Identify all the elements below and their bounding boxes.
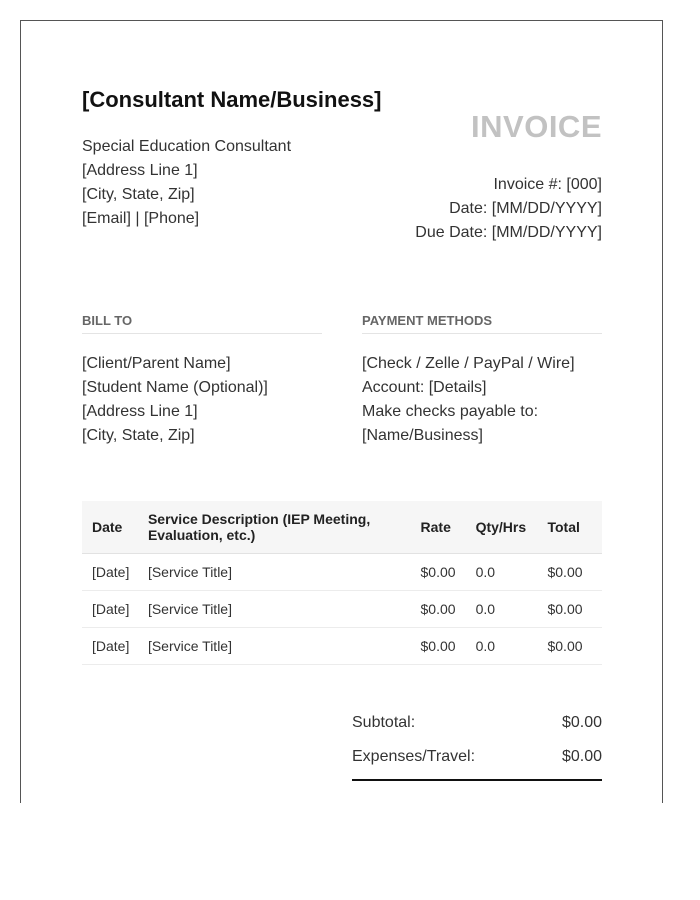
- expenses-label: Expenses/Travel:: [352, 748, 476, 765]
- bill-to-lines: [82, 352, 322, 448]
- row-rate: $0.00: [411, 628, 466, 665]
- business-subtitle: Special Education Consultant: [82, 138, 292, 155]
- invoice-number: Invoice #: [000]: [493, 176, 602, 193]
- row-description: [Service Title]: [140, 591, 411, 628]
- row-qty: 0.0: [466, 591, 538, 628]
- row-description: [Service Title]: [140, 628, 411, 665]
- totals-divider: [352, 779, 602, 781]
- invoice-date: Date: [MM/DD/YYYY]: [449, 200, 602, 217]
- payment-options: [Check / Zelle / PayPal / Wire]: [362, 355, 575, 372]
- table-row: [82, 554, 602, 591]
- bill-to-section: [82, 313, 322, 448]
- row-date: [Date]: [82, 591, 140, 628]
- row-rate: $0.00: [411, 554, 466, 591]
- invoice-title: INVOICE: [471, 109, 602, 144]
- bill-to-student: [Student Name (Optional)]: [82, 379, 268, 396]
- expenses-row: [352, 745, 602, 779]
- invoice-page: [20, 20, 663, 803]
- services-table: [82, 501, 602, 665]
- header-total: Total: [537, 501, 602, 554]
- row-qty: 0.0: [466, 554, 538, 591]
- payment-methods-heading: PAYMENT METHODS: [362, 313, 602, 334]
- bill-to-client: [Client/Parent Name]: [82, 355, 231, 372]
- header-date: Date: [82, 501, 140, 554]
- row-total: $0.00: [537, 554, 602, 591]
- payment-account: Account: [Details]: [362, 379, 487, 396]
- business-details: [82, 135, 291, 231]
- business-name: [Consultant Name/Business]: [82, 87, 382, 112]
- row-date: [Date]: [82, 554, 140, 591]
- table-body: [82, 554, 602, 665]
- invoice-meta: [415, 173, 602, 245]
- payment-payable-name: [Name/Business]: [362, 427, 483, 444]
- header-qty: Qty/Hrs: [466, 501, 538, 554]
- payment-methods-lines: [362, 352, 602, 448]
- expenses-value: $0.00: [561, 748, 602, 765]
- row-total: $0.00: [537, 628, 602, 665]
- header-rate: Rate: [411, 501, 466, 554]
- business-contact: [Email] | [Phone]: [82, 210, 200, 227]
- payment-payable-label: Make checks payable to:: [362, 403, 539, 420]
- subtotal-value: $0.00: [561, 714, 602, 731]
- subtotal-row: [352, 711, 602, 745]
- row-date: [Date]: [82, 628, 140, 665]
- bill-to-city: [City, State, Zip]: [82, 427, 195, 444]
- bill-to-address: [Address Line 1]: [82, 403, 198, 420]
- subtotal-label: Subtotal:: [352, 714, 416, 731]
- invoice-due-date: Due Date: [MM/DD/YYYY]: [415, 224, 602, 241]
- table-row: [82, 591, 602, 628]
- row-total: $0.00: [537, 591, 602, 628]
- payment-methods-section: [362, 313, 602, 448]
- business-city: [City, State, Zip]: [82, 186, 195, 203]
- bill-to-heading: BILL TO: [82, 313, 322, 334]
- business-address: [Address Line 1]: [82, 162, 198, 179]
- header-description: Service Description (IEP Meeting, Evaluation, etc.): [140, 501, 411, 554]
- totals-block: [352, 711, 602, 781]
- row-qty: 0.0: [466, 628, 538, 665]
- row-rate: $0.00: [411, 591, 466, 628]
- table-header-row: [82, 501, 602, 554]
- row-description: [Service Title]: [140, 554, 411, 591]
- table-header: [82, 501, 602, 554]
- table-row: [82, 628, 602, 665]
